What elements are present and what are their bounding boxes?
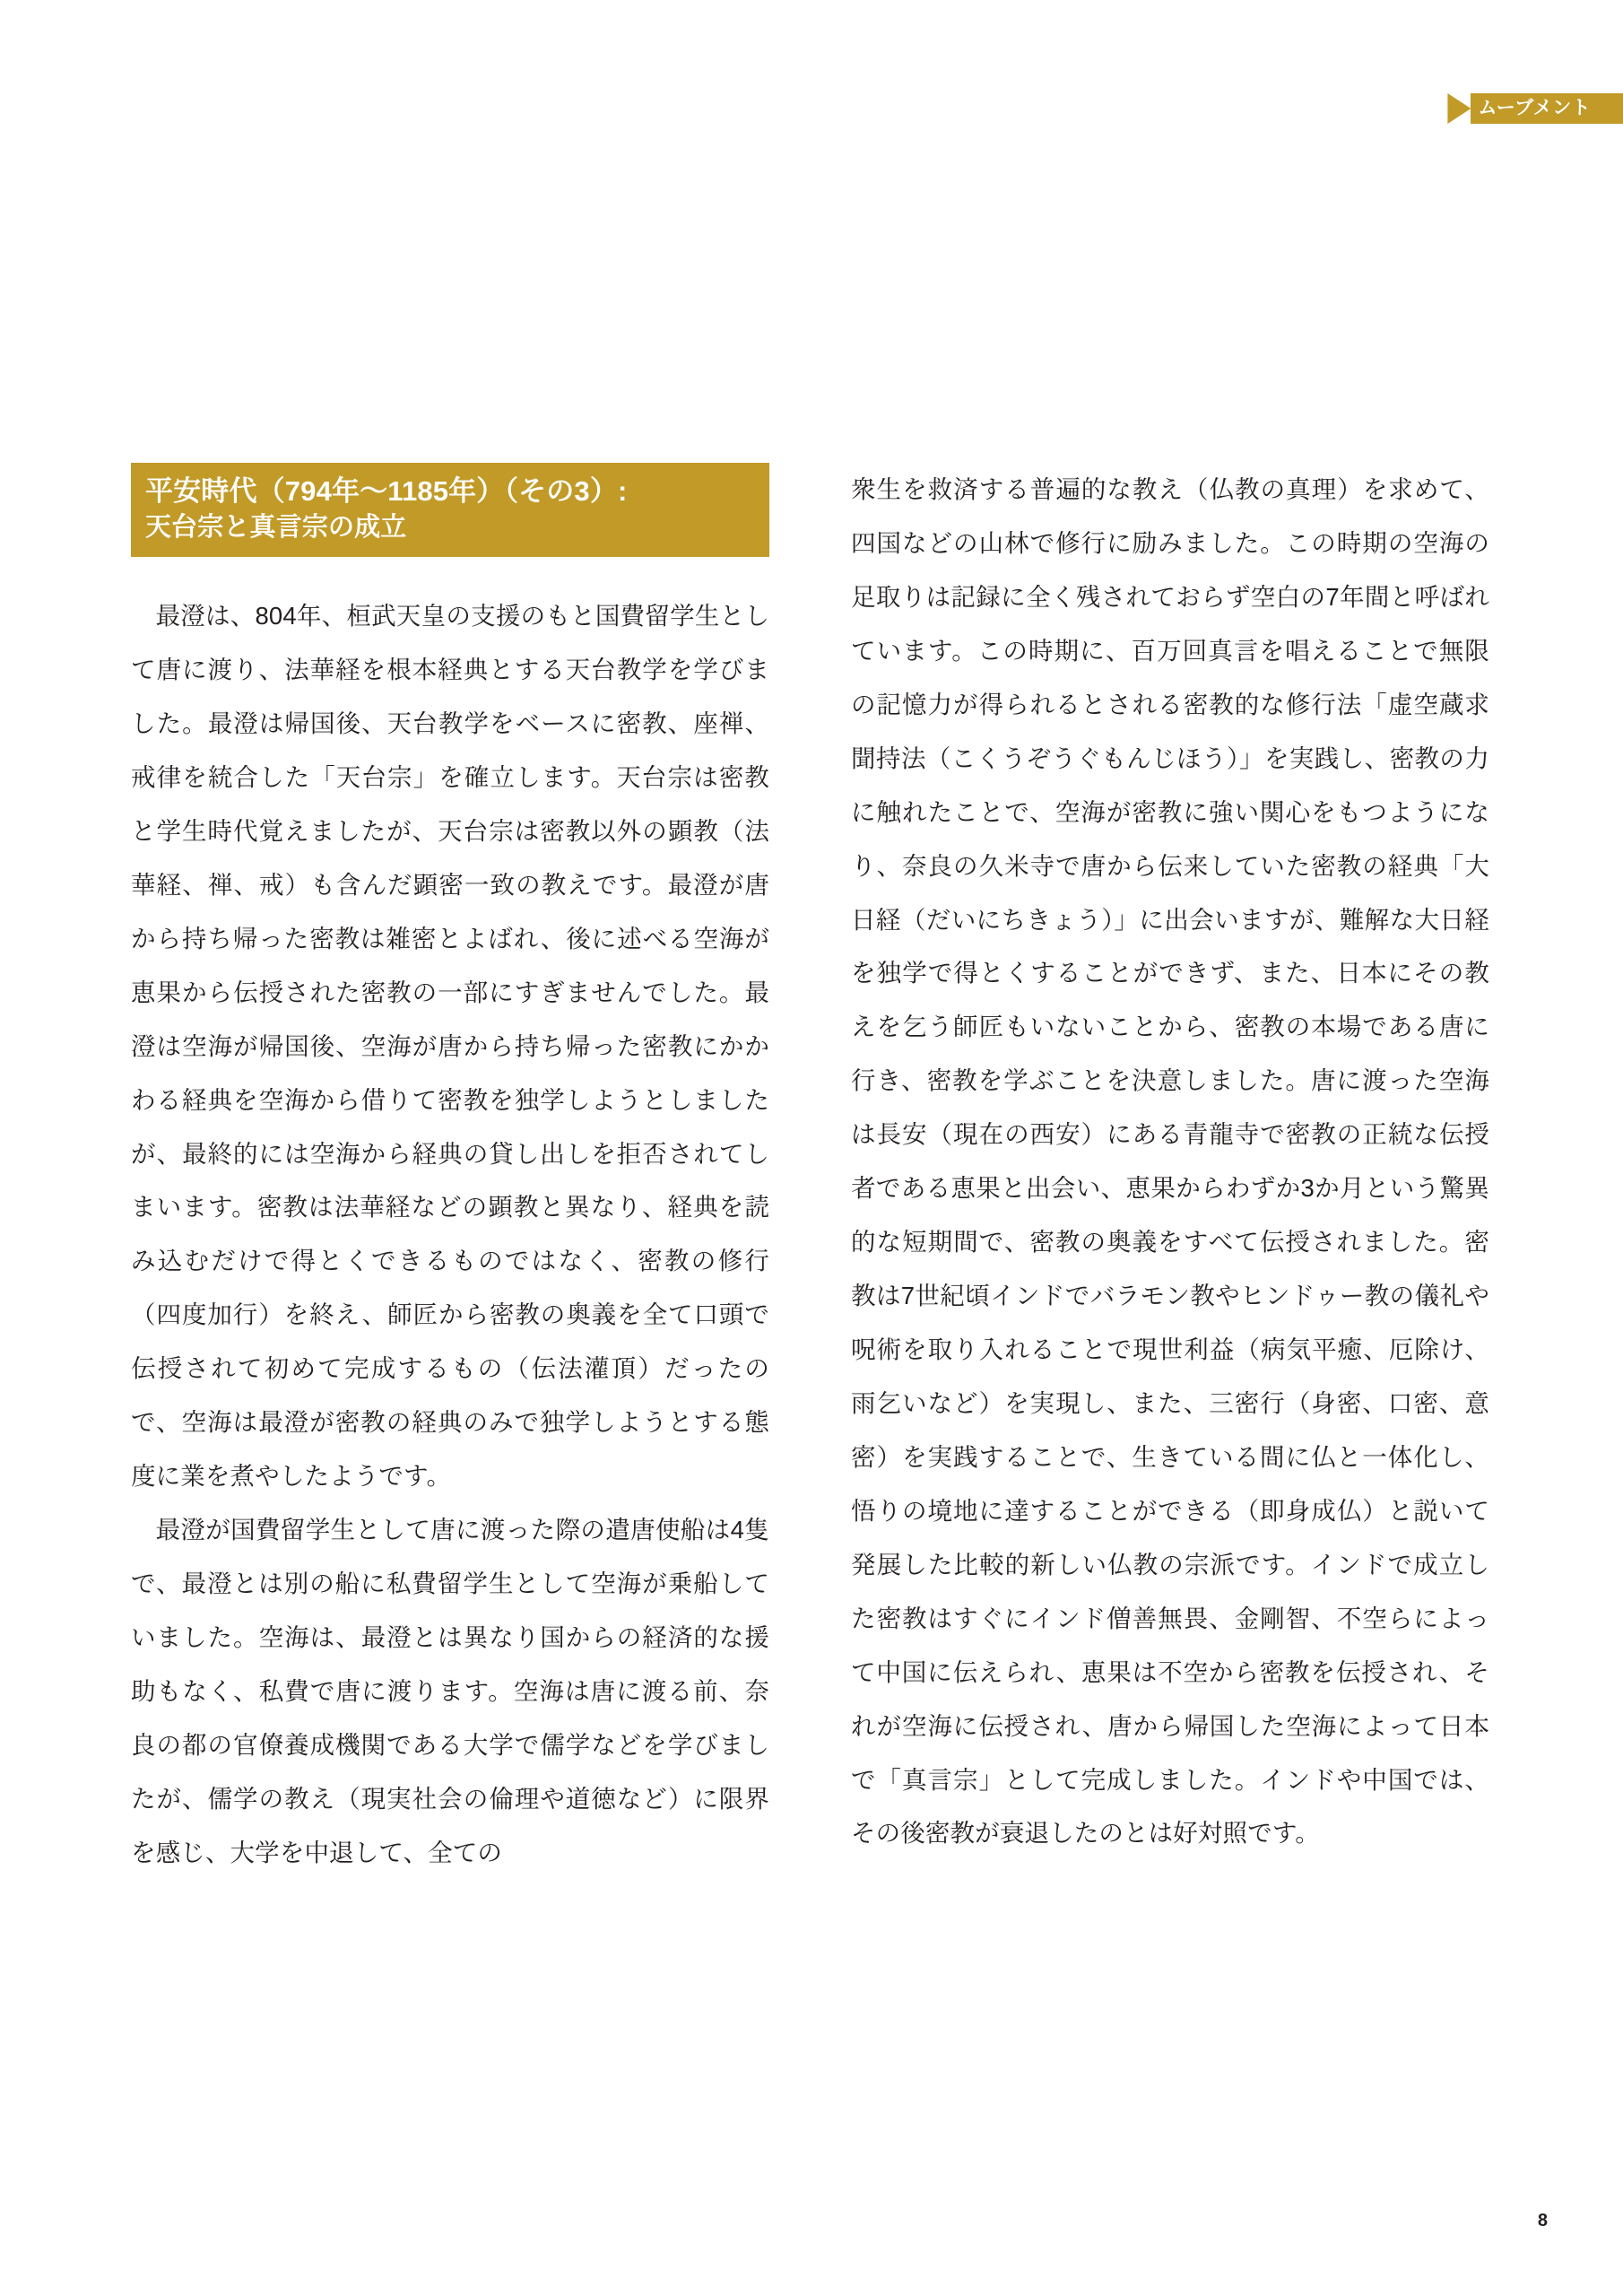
- page-number: 8: [1537, 2211, 1548, 2231]
- left-column-body: [131, 589, 769, 1880]
- running-head-label: ムーブメント: [1471, 93, 1623, 124]
- column-right: [851, 463, 1489, 1880]
- paragraph: 最澄が国費留学生として唐に渡った際の遣唐使船は4隻で、最澄とは別の船に私費留学生として空海が乗船していました。空海は、最澄とは異なり国からの経済的な援助もなく、私費で唐に渡ります。空海は唐に渡る前、奈良の都の官僚養成機関である大学で儒学などを学びましたが、儒学の教え（現実社会の倫理や道徳など）に限界を感じ、大学を中退して、全ての: [131, 1516, 769, 1866]
- section-heading-line-1: 平安時代（794年〜1185年）（その3）:: [145, 475, 628, 507]
- paragraph: 最澄は、804年、桓武天皇の支援のもと国費留学生として唐に渡り、法華経を根本経典とする天台教学を学びました。最澄は帰国後、天台教学をベースに密教、座禅、戒律を統合した「天台宗」を確立します。天台宗は密教と学生時代覚えましたが、天台宗は密教以外の顕教（法華経、禅、戒）も含んだ顕密一致の教えです。最澄が唐から持ち帰った密教は雑密とよばれ、後に述べる空海が恵果から伝授された密教の一部にすぎませんでした。最澄は空海が帰国後、空海が唐から持ち帰った密教にかかわる経典を空海から借りて密教を独学しようとしましたが、最終的には空海から経典の貸し出しを拒否されてしまいます。密教は法華経などの顕教と異なり、経典を読み込むだけで得とくできるものではなく、密教の修行（四度加行）を終え、師匠から密教の奥義を全て口頭で伝授されて初めて完成するもの（伝法灌頂）だったので、空海は最澄が密教の経典のみで独学しようとする態度に業を煮やしたようです。: [131, 602, 769, 1491]
- section-heading: [131, 463, 769, 557]
- section-heading-line-2: 天台宗と真言宗の成立: [145, 512, 407, 542]
- running-head-tab: [1447, 93, 1623, 124]
- running-head-arrow-icon: [1447, 93, 1471, 124]
- right-column-body: [851, 463, 1489, 1860]
- two-column-content: [131, 463, 1489, 1880]
- paragraph: 衆生を救済する普遍的な教え（仏教の真理）を求めて、四国などの山林で修行に励みました。この時期の空海の足取りは記録に全く残されておらず空白の7年間と呼ばれています。この時期に、百万回真言を唱えることで無限の記憶力が得られるとされる密教的な修行法「虚空蔵求聞持法（こくうぞうぐもんじほう）」を実践し、密教の力に触れたことで、空海が密教に強い関心をもつようになり、奈良の久米寺で唐から伝来していた密教の経典「大日経（だいにちきょう）」に出会いますが、難解な大日経を独学で得とくすることができず、また、日本にその教えを乞う師匠もいないことから、密教の本場である唐に行き、密教を学ぶことを決意しました。唐に渡った空海は長安（現在の西安）にある青龍寺で密教の正統な伝授者である恵果と出会い、恵果からわずか3か月という驚異的な短期間で、密教の奥義をすべて伝授されました。密教は7世紀頃インドでバラモン教やヒンドゥー教の儀礼や呪術を取り入れることで現世利益（病気平癒、厄除け、雨乞いなど）を実現し、また、三密行（身密、口密、意密）を実践することで、生きている間に仏と一体化し、悟りの境地に達することができる（即身成仏）と説いて発展した比較的新しい仏教の宗派です。インドで成立した密教はすぐにインド僧善無畏、金剛智、不空らによって中国に伝えられ、恵果は不空から密教を伝授され、それが空海に伝授され、唐から帰国した空海によって日本で「真言宗」として完成しました。インドや中国では、その後密教が衰退したのとは好対照です。: [851, 475, 1489, 1848]
- column-left: [131, 463, 769, 1880]
